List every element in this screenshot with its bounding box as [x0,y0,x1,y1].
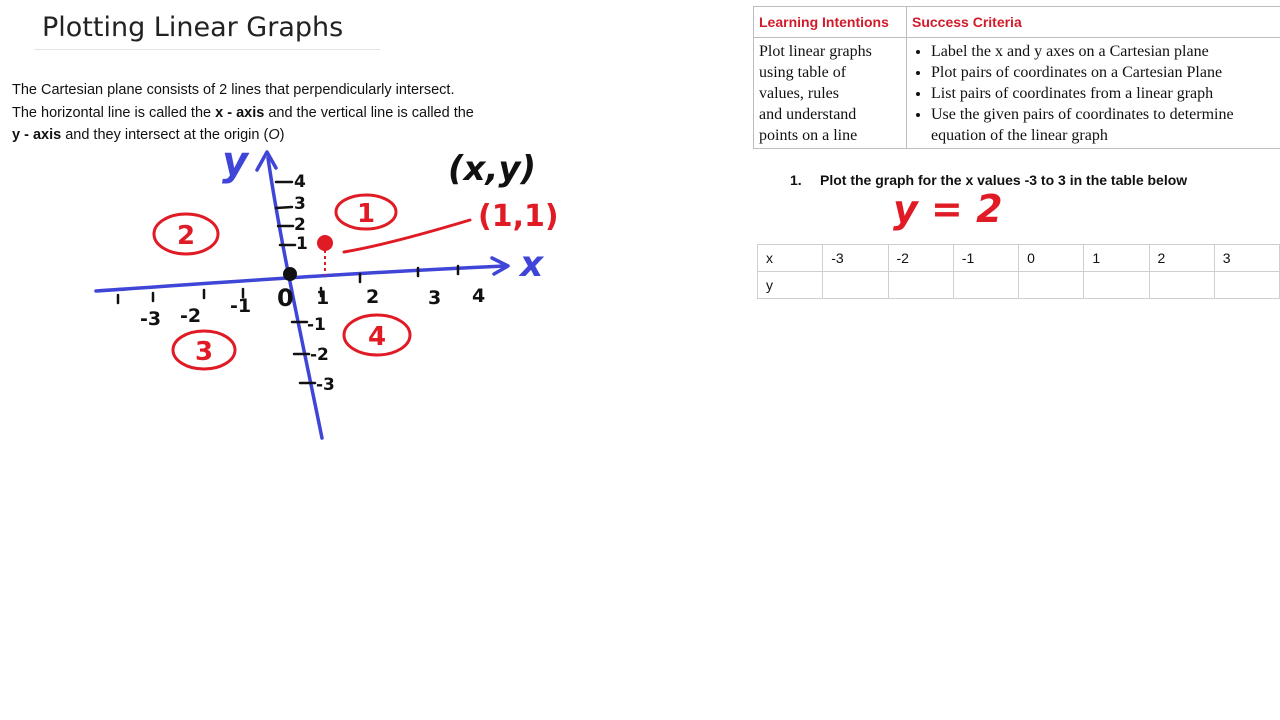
y-tick-label: 3 [294,194,306,214]
table-cell: 3 [1214,245,1279,272]
point-callout-line [344,220,470,252]
y-axis-handwritten-label: y [222,139,249,185]
quadrant-3-circle [173,331,235,369]
y-tick-label: -3 [316,375,335,395]
question-1 [790,172,1187,188]
table-cell [823,272,888,299]
point-coordinate-label: (1,1) [478,199,559,234]
intro-text: The horizontal line is called the [12,104,216,121]
table-cell: -1 [953,245,1018,272]
learning-intention-cell [754,38,907,149]
intention-line: and understand [759,106,857,123]
x-axis-arrowhead [492,258,508,274]
quadrant-4-label: 4 [367,322,387,352]
table-cell: -2 [888,245,953,272]
x-tick-label: -2 [180,305,202,327]
criteria-item: • Plot pairs of coordinates on a Cartesian Plane [931,62,1277,83]
intro-paragraph [12,79,572,147]
quadrant-2-label: 2 [176,221,196,251]
title-divider [34,49,380,50]
intention-line: points on a line [759,127,858,144]
x-tick-label: 2 [366,286,380,308]
quadrant-3-label: 3 [194,337,214,367]
question-text: Plot the graph for the x values -3 to 3 in the table below [820,172,1188,188]
table-cell [953,272,1018,299]
intro-text: and they intersect at the origin ( [61,127,269,143]
x-axis-handwritten-label: x [520,244,544,285]
table-row-y [758,272,1280,299]
quadrant-4-circle [344,315,410,355]
origin-symbol: O [268,127,280,143]
quadrant-2-circle [154,214,218,254]
y-tick-label: 4 [294,172,306,192]
success-criteria-header: Success Criteria [907,7,1280,38]
quadrant-1-circle [336,195,396,229]
table-cell [1149,272,1214,299]
table-cell: y [758,272,823,299]
table-cell [1019,272,1084,299]
success-criteria-list [912,41,1277,146]
x-tick-label: 1 [316,287,330,309]
intro-text: and the vertical line is called the [264,104,474,121]
intro-line-1: The Cartesian plane consists of 2 lines that perpendicularly intersect. [12,82,455,98]
table-row-x [758,245,1280,272]
y-axis-arrowhead [257,152,276,170]
table-cell: -3 [823,245,888,272]
x-axis-term: x - axis [215,104,265,121]
x-tick-label: 4 [472,285,486,307]
x-tick-label: -3 [140,308,162,330]
page-title: Plotting Linear Graphs [42,12,344,43]
question-number: 1. [790,172,802,188]
y-tick-label: -2 [310,345,329,365]
table-cell: 1 [1084,245,1149,272]
y-axis-line [268,158,322,438]
criteria-item: • List pairs of coordinates from a linear graph [931,83,1277,104]
plotted-point [317,235,333,251]
intro-line-3 [12,124,572,147]
x-tick-label: -1 [230,295,252,317]
intention-line: values, rules [759,85,839,102]
y-axis-term: y - axis [12,127,62,143]
origin-label: 0 [277,284,294,312]
table-cell [1214,272,1279,299]
intro-line-2 [12,102,572,125]
x-tick-label: 3 [428,287,442,309]
intro-text: ) [279,127,285,143]
criteria-item: • Label the x and y axes on a Cartesian plane [931,41,1277,62]
table-cell [888,272,953,299]
learning-intentions-table [753,6,1280,149]
criteria-item: • Use the given pairs of coordinates to determine equation of the linear graph [931,104,1277,146]
origin-dot [283,267,297,281]
intention-line: using table of [759,64,847,81]
table-cell: 2 [1149,245,1214,272]
coordinate-pair-notation: (x,y) [448,149,537,189]
values-table [757,244,1280,299]
y-tick-label: 1 [296,234,308,254]
success-criteria-cell [907,38,1280,149]
table-cell: 0 [1019,245,1084,272]
handwritten-equation: y = 2 [893,187,1003,231]
x-axis-line [96,266,505,291]
y-tick-label: 2 [294,215,306,235]
quadrant-1-label: 1 [356,199,376,229]
intention-line: Plot linear graphs [759,43,872,60]
table-cell [1084,272,1149,299]
learning-intentions-header: Learning Intentions [754,7,907,38]
table-cell: x [758,245,823,272]
y-tick-label: -1 [307,315,326,335]
